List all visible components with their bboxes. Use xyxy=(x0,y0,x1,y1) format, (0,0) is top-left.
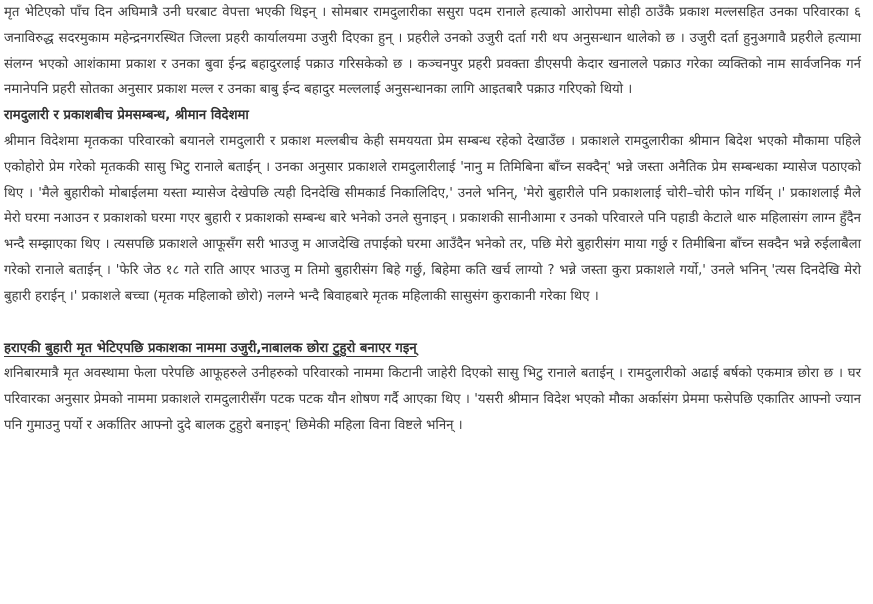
article-paragraph-3: शनिबारमात्रै मृत अवस्थामा फेला परेपछि आफूहरुले उनीहरुको परिवारको नाममा किटानी जाहेरी दिएको सासु भिटु रानाले बताईन् । रामदुलारीको अढाई बर्षको एकमात्र छोरा छ । घर परिवारका अनुसार प्रेमको नाममा प्रकाशले रामदुलारीसँग पटक पटक यौन शोषण गर्दै आएका थिए । 'यसरी श्रीमान विदेश भएको मौका अर्कासंग प्रेममा फसेपछि एकातिर आफ्नो ज्यान पनि गुमाउनु पर्यो र अर्कातिर आफ्नो दुदे बालक टुहुरो बनाइन्' छिमेकी महिला विना विष्टले भनिन् । xyxy=(4,366,861,433)
article-paragraph-2: श्रीमान विदेशमा मृतकका परिवारको बयानले रामदुलारी र प्रकाश मल्लबीच केही समययता प्रेम सम्बन्ध रहेको देखाउँछ । प्रकाशले रामदुलारीका श्रीमान बिदेश भएको मौकामा पहिले एकोहोरो प्रेम गरेको मृतककी सासु भिटु रानाले बताईन् । उनका अनुसार प्रकाशले रामदुलारीलाई 'नानु म तिमिबिना बाँच्न सक्दैन्' भन्ने जस्ता अनैतिक प्रेम सम्बन्धका म्यासेज पठाएको थिए । 'मैले बुहारीको मोबाईलमा यस्ता म्यासेज देखेपछि त्यही दिनदेखि सीमकार्ड निकालिदिए,' उनले भनिन्, 'मेरो बुहारीले पनि प्रकाशलाई चोरी–चोरी फोन गर्थिन् ।' प्रकाशलाई मैले मेरो घरमा नआउन र प्रकाशको घरमा गएर बुहारी र प्रकाशको सम्बन्ध बारे भनेको उनले सुनाइन् । प्रकाशकी सानीआमा र उनको परिवारले पनि पहाडी केटाले थारु महिलासंग लाग्न हुँदैन भन्दै सम्झाएका थिए । त्यसपछि प्रकाशले आफूसँग सरी भाउजु म आजदेखि तपाईको घरमा आउँदैन भनेको तर, पछि मेरो बुहारीसंग माया गर्छु र तिमीबिना बाँच्न सक्दैन भन्ने रुईलाबैला गरेको रानाले बताईन् । 'फेरि जेठ १८ गते राति आएर भाउजु म तिमो बुहारीसंग बिहे गर्छु, बिहेमा कति खर्च लाग्यो ? भन्ने जस्ता कुरा प्रकाशले गर्यो,' उनले भनिन् 'त्यस दिनदेखि मेरो बुहारी हराईन् ।' प्रकाशले बच्चा (मृतक महिलाको छोरो) नलग्ने भन्दै बिवाहबारे मृतक महिलाकी सासुसंग कुराकानी गरेका थिए । xyxy=(4,133,861,304)
section-heading-complaint: हराएकी बुहारी मृत भेटिएपछि प्रकाशका नाममा उजुरी,नाबालक छोरा टुहुरो बनाएर गइन् xyxy=(4,340,417,356)
paragraph-spacer xyxy=(4,310,861,336)
section-heading-love-affair: रामदुलारी र प्रकाशबीच प्रेमसम्बन्ध, श्रीमान विदेशमा xyxy=(4,108,249,124)
article-paragraph-1: मृत भेटिएको पाँच दिन अघिमात्रै उनी घरबाट वेपत्ता भएकी थिइन् । सोमबार रामदुलारीका ससुरा पदम रानाले हत्याको आरोपमा सोही ठाउँकै प्रकाश मल्लसहित उनका परिवारका ६ जनाविरुद्ध सदरमुकाम महेन्द्रनगरस्थित जिल्ला प्रहरी कार्यालयमा उजुरी दिएका हुन् । प्रहरीले उनको उजुरी दर्ता गरी थप अनुसन्धान थालेको छ । उजुरी दर्ता हुनुअगावै प्रहरीले हत्यामा संलग्न भएको आशंकामा प्रकाश र उनका बुवा ईन्द्र बहादुरलाई पक्राउ गरिसकेको छ । कञ्चनपुर प्रहरी प्रवक्ता डीएसपी केदार खनालले पक्राउ गरेका व्यक्तिको नाम सार्वजनिक गर्न नमानेपनि प्रहरी सोतका अनुसार प्रकाश मल्ल र उनका बाबु ईन्द बहादुर मल्ललाई अनुसन्धानका लागि आइतबारै पक्राउ गरिएको थियो । xyxy=(4,5,861,98)
